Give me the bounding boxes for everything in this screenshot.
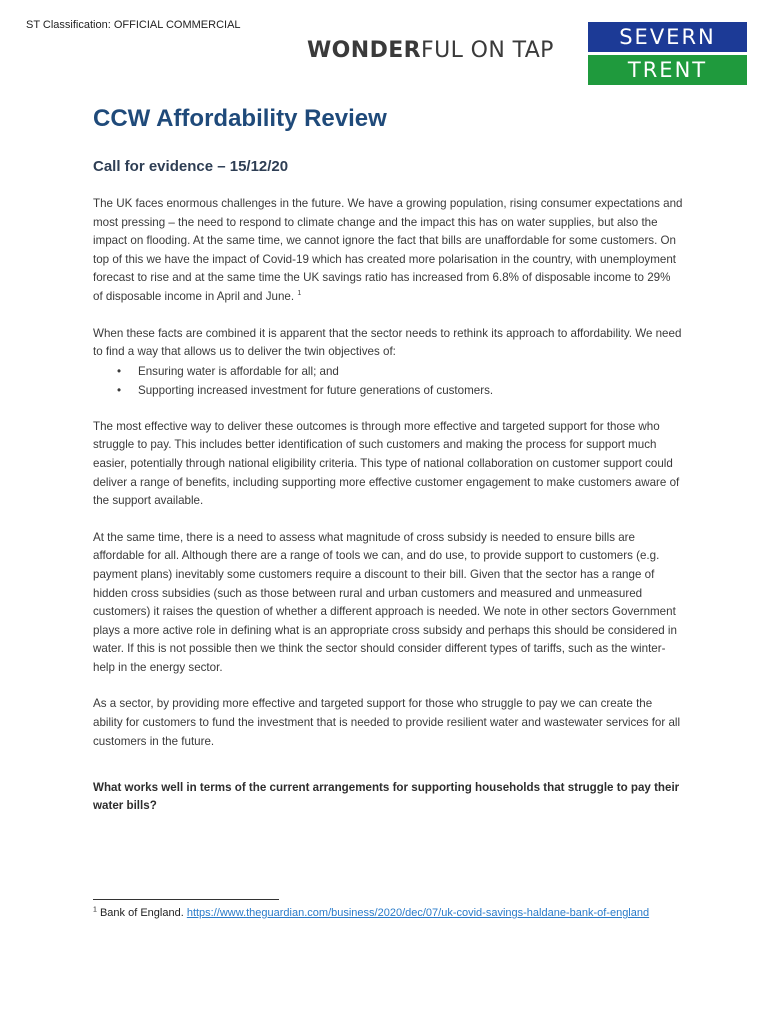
list-item xyxy=(117,381,683,400)
footnote-text: Bank of England. xyxy=(99,907,184,919)
footnote xyxy=(93,906,683,921)
logo-top-bar: SEVERN xyxy=(588,22,747,52)
list-item-text: Ensuring water is affordable for all; and xyxy=(138,364,339,378)
paragraph-4: At the same time, there is a need to assess what magnitude of cross subsidy is needed to ensure bills are affordable for all. Although there are a range of tools we can, and do use, to provide support to customers (e.g. payment plans) inevitably some customers require a discount to their bill. Given that the sector has a range of hidden cross subsidies (such as those between rural and urban customers and measured and unmeasured customers) it raises the question of whether a different approach is needed. We note in other sectors Government plays a more active role in defining what is an appropriate cross subsidy and perhaps this should be considered in water. If this is not possible then we think the sector should consider different types of tariffs, such as the winter-help in the energy sector. xyxy=(93,530,677,674)
list-item-text: Supporting increased investment for future generations of customers. xyxy=(138,383,494,397)
question-heading: What works well in terms of the current arrangements for supporting households that struggle to pay their water bills? xyxy=(93,781,680,813)
paragraph-3: The most effective way to deliver these outcomes is through more effective and targeted support for those who struggle to pay. This includes better identification of such customers and making the process for support much easier, potentially through national eligibility criteria. This type of national collaboration on customer support could deliver a range of benefits, including supporting more effective customer engagement to make customers aware of the support available. xyxy=(93,419,680,508)
list-item xyxy=(117,362,683,381)
footnote-link[interactable]: https://www.theguardian.com/business/2020/dec/07/uk-covid-savings-haldane-bank-of-england xyxy=(186,907,650,919)
objectives-list xyxy=(93,362,683,400)
paragraph-5: As a sector, by providing more effective and targeted support for those who struggle to pay we can create the ability for customers to fund the investment that is needed to provide resilient water and wastewater services for all customers in the future. xyxy=(93,697,681,748)
severn-trent-logo xyxy=(588,22,747,85)
paragraph-1 xyxy=(93,195,683,307)
paragraph-1-text: The UK faces enormous challenges in the future. We have a growing population, rising consumer expectations and most pressing – the need to respond to climate change and the impact this has on water supplies, but also the impact on flooding. At the same time, we cannot ignore the fact that bills are unaffordable for some customers. On top of this we have the impact of Covid-19 which has created more polarisation in the country, with unemployment forecast to rise and at the same time the UK savings ratio has increased from 6.8% of disposable income to 29% of disposable income in April and June. xyxy=(93,197,683,303)
classification-label: ST Classification: OFFICIAL COMMERCIAL xyxy=(26,19,241,31)
logo-bottom-bar: TRENT xyxy=(588,55,747,85)
tagline-rest: FUL ON TAP xyxy=(421,38,554,63)
document-body xyxy=(93,105,683,815)
footnote-ref[interactable]: 1 xyxy=(297,290,302,298)
page-subtitle: Call for evidence – 15/12/20 xyxy=(93,158,289,175)
footnote-number: 1 xyxy=(93,906,97,914)
tagline-bold: WONDER xyxy=(307,38,422,63)
footnote-divider xyxy=(93,899,279,900)
page-title: CCW Affordability Review xyxy=(93,105,387,132)
paragraph-2: When these facts are combined it is apparent that the sector needs to rethink its approach to affordability. We need to find a way that allows us to deliver the twin objectives of: xyxy=(93,326,682,359)
tagline xyxy=(307,38,554,63)
bullet-icon: • xyxy=(117,383,122,397)
bullet-icon: • xyxy=(117,364,122,378)
